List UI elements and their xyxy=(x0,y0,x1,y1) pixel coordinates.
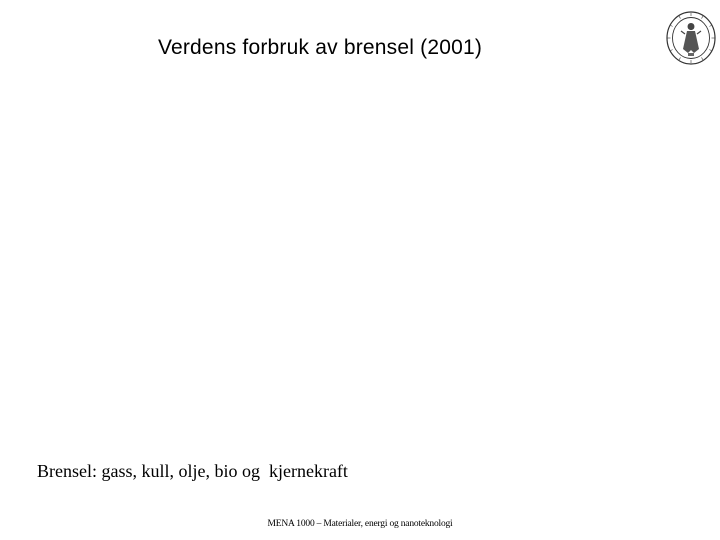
body-text: Brensel: gass, kull, olje, bio og kjernekraft xyxy=(37,461,348,481)
slide-title-text: Verdens forbruk av brensel (2001) xyxy=(157,36,483,59)
university-seal-icon xyxy=(665,10,717,66)
slide-footer: MENA 1000 – Materialer, energi og nanoteknologi xyxy=(267,519,453,529)
slide-title xyxy=(0,36,720,60)
